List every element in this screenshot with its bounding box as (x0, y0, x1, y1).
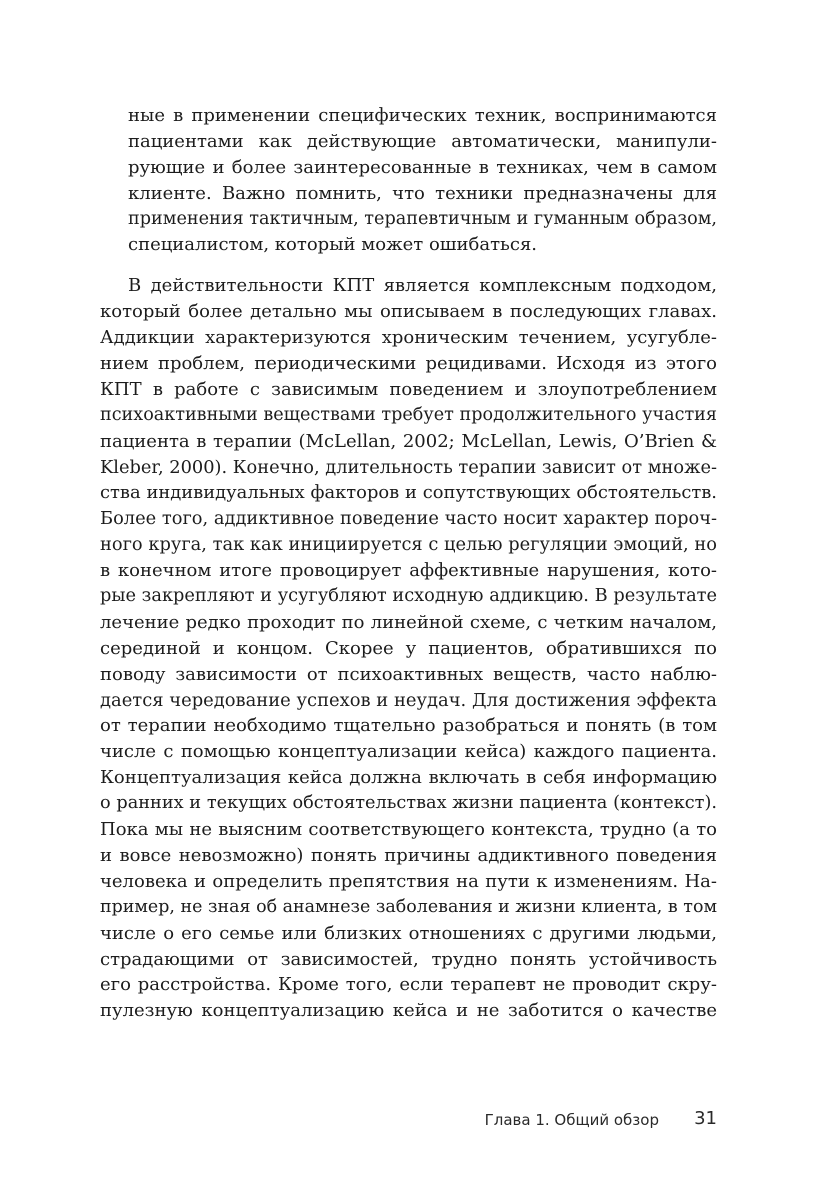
text-line: поводу зависимости от психоактивных веществ, часто наблю- (100, 663, 717, 685)
text-line: числе с помощью концептуализации кейса) каждого пациента. (100, 741, 717, 763)
text-line: применения тактичным, терапевтичным и гуманным образом, (128, 208, 717, 229)
text-line: который более детально мы описываем в последующих главах. (100, 301, 717, 323)
text-line: в конечном итоге провоцирует аффективные нарушения, кото- (100, 560, 717, 582)
text-line: нием проблем, периодическими рецидивами. Исходя из этого (100, 353, 717, 375)
body-text (100, 103, 717, 1024)
page-footer (100, 1107, 717, 1133)
text-line: страдающими от зависимостей, трудно понять устойчивость (100, 948, 717, 970)
paragraph-continued (100, 103, 717, 258)
text-line: Пока мы не выясним соответствующего контекста, трудно (а то (100, 819, 717, 841)
text-line: Аддикции характеризуются хроническим течением, усугубле- (100, 327, 717, 349)
text-line: Концептуализация кейса должна включать в себя информацию (100, 767, 717, 789)
text-line: о ранних и текущих обстоятельствах жизни пациента (контекст). (100, 793, 717, 814)
text-line: Kleber, 2000). Конечно, длительность терапии зависит от множе- (100, 456, 717, 478)
paragraph (100, 273, 717, 1024)
text-line: Более того, аддиктивное поведение часто носит характер пороч- (100, 508, 717, 530)
text-line: пациента в терапии (McLellan, 2002; McLellan, Lewis, O’Brien & (100, 430, 717, 452)
text-line: дается чередование успехов и неудач. Для достижения эффекта (100, 689, 717, 711)
text-line: лечение редко проходит по линейной схеме, с четким началом, (100, 611, 717, 633)
text-line: клиенте. Важно помнить, что техники предназначены для (128, 182, 717, 204)
text-line: рые закрепляют и усугубляют исходную аддикцию. В результате (100, 586, 717, 607)
text-line: ные в применении специфических техник, воспринимаются (128, 105, 717, 126)
text-line: пулезную концептуализацию кейса и не заботится о качестве (100, 1000, 717, 1022)
text-line: пациентами как действующие автоматически, манипули- (128, 130, 717, 152)
text-line: пример, не зная об анамнезе заболевания и жизни клиента, в том (100, 896, 717, 917)
text-line: и вовсе невозможно) понять причины аддиктивного поведения (100, 844, 717, 866)
text-line: КПТ в работе с зависимым поведением и злоупотреблением (100, 378, 717, 400)
text-line: ства индивидуальных факторов и сопутствующих обстоятельств. (100, 482, 717, 504)
text-line: от терапии необходимо тщательно разобраться и понять (в том (100, 715, 717, 737)
text-line: специалистом, который может ошибаться. (128, 234, 538, 256)
text-line: психоактивными веществами требует продолжительного участия (100, 404, 717, 425)
text-line: рующие и более заинтересованные в техниках, чем в самом (128, 156, 717, 178)
text-line: В действительности КПТ является комплексным подходом, (128, 275, 717, 297)
page-number: 31 (694, 1108, 717, 1129)
text-line: ного круга, так как инициируется с целью регуляции эмоций, но (100, 534, 717, 556)
text-line: числе о его семье или близких отношениях с другими людьми, (100, 922, 717, 944)
running-footer-chapter-title: Глава 1. Общий обзор (484, 1111, 659, 1129)
text-line: серединой и концом. Скорее у пациентов, обратившихся по (100, 637, 717, 659)
text-line: его расстройства. Кроме того, если терапевт не проводит скру- (100, 974, 717, 996)
text-line: человека и определить препятствия на пути к изменениям. На- (100, 870, 717, 892)
